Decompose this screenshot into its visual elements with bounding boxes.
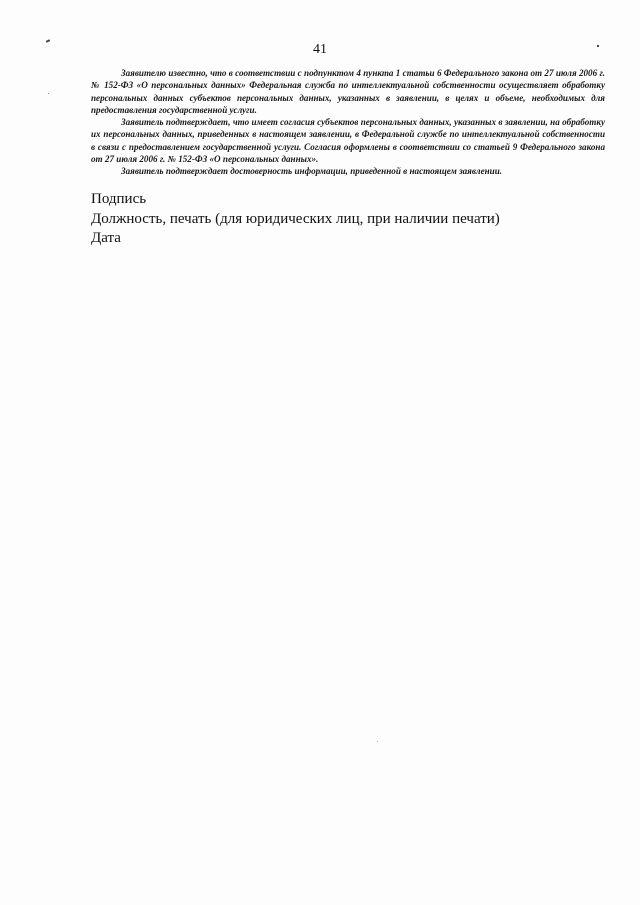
signature-label: Подпись [91, 191, 147, 207]
paragraph-accuracy-confirmation: Заявитель подтверждает достоверность информации, приведенной в настоящем заявлении. [121, 166, 503, 177]
scan-speck [377, 741, 378, 742]
page-number: 41 [313, 42, 327, 57]
scan-speck [48, 93, 49, 94]
consent-text-block [91, 67, 605, 178]
paragraph-consent-confirmation: Заявитель подтверждает, что имеет согласия субъектов персональных данных, указанных в заявлении, на обработку их персональных данных, приведенных в настоящем заявлении, в Федеральной службе по интеллектуальной собственности в связи с предоставлением государственной услуги. Согласия оформлены в соответствии со статьей 9 Федерального закона от 27 июля 2006 г. № 152-ФЗ «О персональных данных». [91, 117, 605, 165]
paragraph-processing-notice: Заявителю известно, что в соответствии с подпунктом 4 пункта 1 статьи 6 Федерального закона от 27 июля 2006 г. № 152-ФЗ «О персональных данных» Федеральная служба по интеллектуальной собственности осуществляет обработку персональных данных субъектов персональных данных, указанных в заявлении, в целях и объеме, необходимых для предоставления государственной услуги. [91, 68, 605, 115]
date-label: Дата [91, 230, 121, 246]
position-seal-label: Должность, печать (для юридических лиц, при наличии печати) [91, 210, 500, 227]
signature-block [91, 190, 621, 249]
